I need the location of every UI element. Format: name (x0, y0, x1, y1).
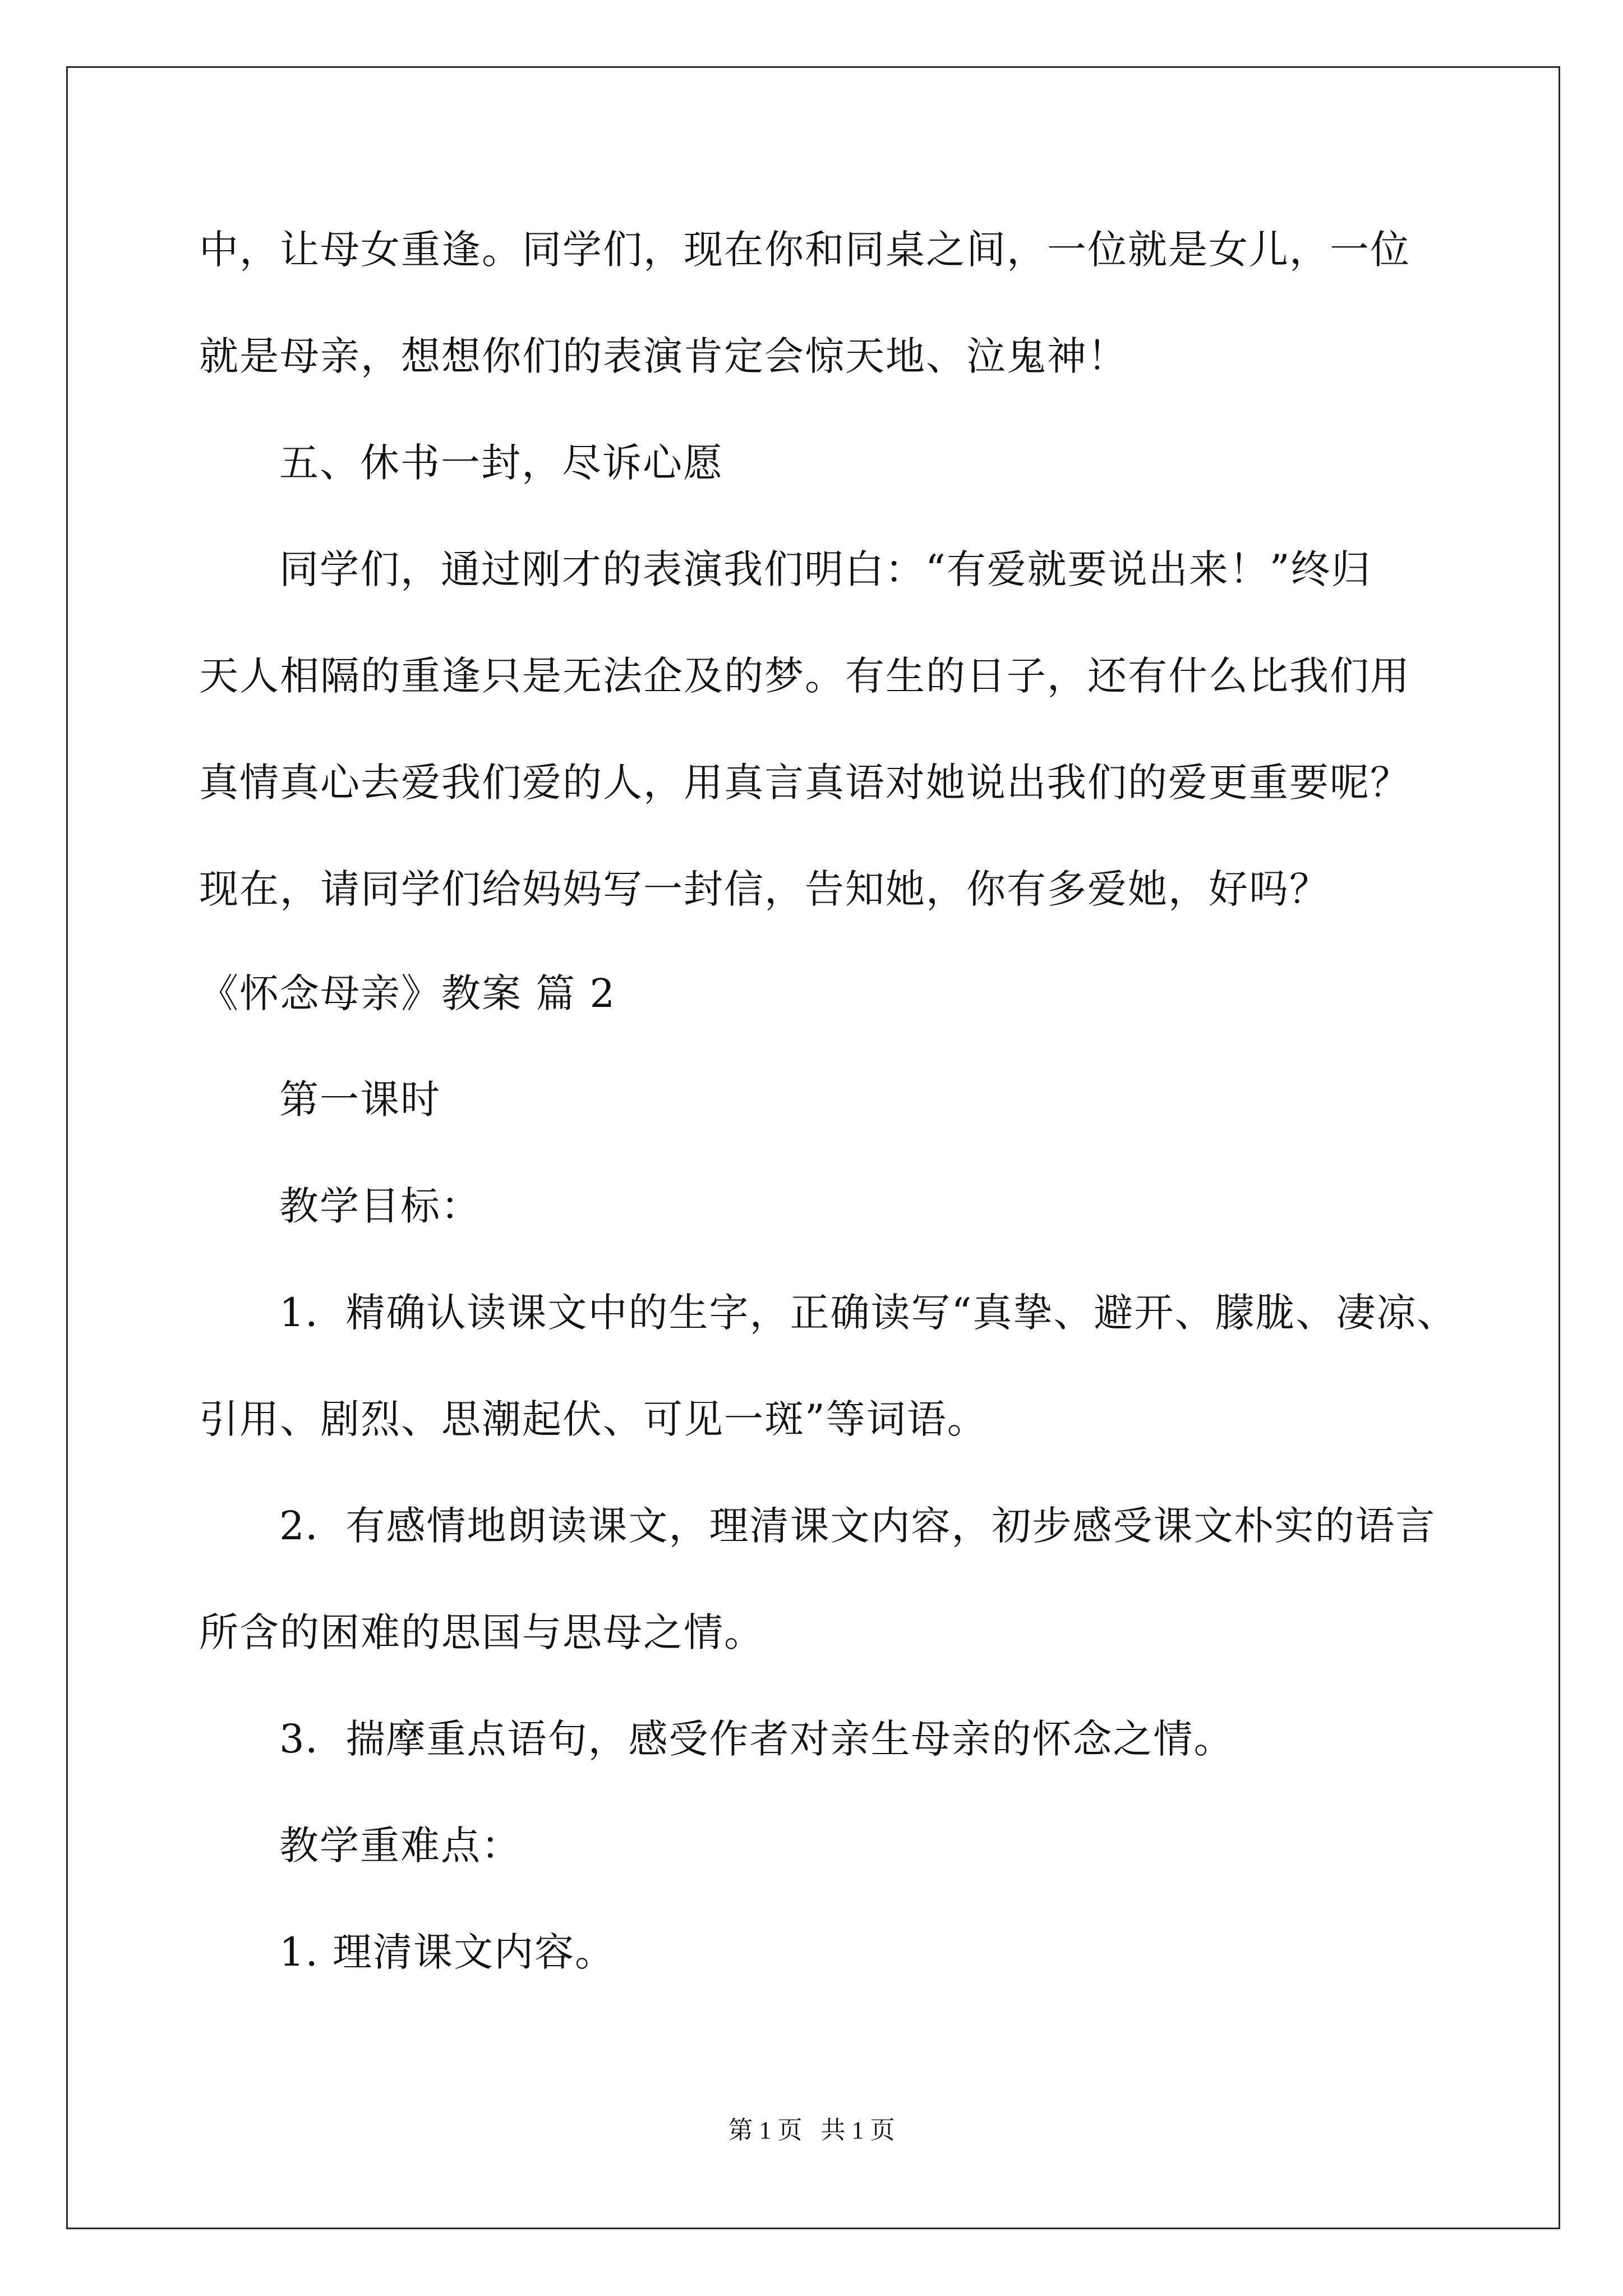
section-heading: 教学目标： (279, 1183, 481, 1229)
list-item: 1. 理清课文内容。 (279, 1929, 616, 1975)
document-title: 《怀念母亲》教案 篇 2 (199, 970, 616, 1016)
paragraph-line: 现在，请同学们给妈妈写一封信，告知她，你有多爱她，好吗？ (199, 866, 1330, 912)
section-heading: 五、休书一封，尽诉心愿 (279, 440, 723, 486)
paragraph-line: 天人相隔的重逢只是无法企及的梦。有生的日子，还有什么比我们用 (199, 653, 1410, 699)
section-heading: 第一课时 (279, 1076, 441, 1122)
list-item: 2．有感情地朗读课文，理清课文内容，初步感受课文朴实的语言 (279, 1503, 1436, 1549)
page-footer: 第 1 页 共 1 页 (728, 2116, 895, 2144)
paragraph-line: 就是母亲，想想你们的表演肯定会惊天地、泣鬼神！ (199, 333, 1128, 379)
section-heading: 教学重难点： (279, 1823, 522, 1869)
paragraph-line: 中，让母女重逢。同学们，现在你和同桌之间，一位就是女儿，一位 (199, 227, 1410, 273)
list-item: 3．揣摩重点语句，感受作者对亲生母亲的怀念之情。 (279, 1716, 1234, 1762)
page-border (66, 66, 1560, 2229)
list-item: 1．精确认读课文中的生字，正确读写“真挚、避开、朦胧、凄凉、 (279, 1290, 1458, 1336)
list-item-continuation: 引用、剧烈、思潮起伏、可见一斑”等词语。 (199, 1396, 988, 1442)
paragraph-line: 真情真心去爱我们爱的人，用真言真语对她说出我们的爱更重要呢？ (199, 760, 1410, 806)
list-item-continuation: 所含的困难的思国与思母之情。 (199, 1609, 764, 1655)
paragraph-line: 同学们，通过刚才的表演我们明白：“有爱就要说出来！”终归 (279, 546, 1372, 592)
